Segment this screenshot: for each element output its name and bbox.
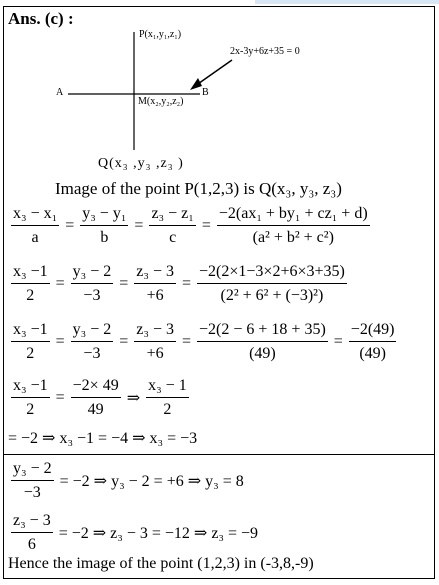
equation-general-formula [8,205,373,247]
fraction [349,321,397,363]
point-b-label: B [202,87,209,98]
denominator: 2 [163,401,172,418]
fraction [11,460,54,502]
numerator: x₃ − x₁ [11,205,59,226]
numerator: y₃ − 2 [71,321,114,342]
geometry-diagram [50,24,340,174]
point-p-label: P(x₁,y₁,z₁) [139,29,182,40]
equals-sign: = [201,217,211,234]
equation-simplified [8,321,399,363]
equals-sign: = [55,333,65,350]
fraction [11,377,50,419]
denominator: −3 [83,345,101,362]
fraction [11,321,50,363]
fraction [11,205,59,247]
equation-y-solution [8,460,247,502]
numerator: x₃ −1 [11,263,50,284]
equation-z-solution [8,512,261,554]
numerator: y₃ − y₁ [80,205,128,226]
fraction [71,377,121,419]
fraction [146,377,189,419]
fraction [11,263,50,305]
numerator: −2(2×1−3×2+6×3+35) [197,263,347,284]
answer-label: Ans. (c) : [8,9,74,28]
numerator: x₃ − 1 [146,377,189,398]
numerator: z₃ − z₁ [149,205,195,226]
equals-sign: = [134,217,144,234]
problem-intro: Image of the point P(1,2,3) is Q(x₃, y₃, z₃) [55,179,342,198]
equals-sign: = [55,389,65,406]
fraction [217,205,370,247]
fraction [134,263,176,305]
equals-sign: = [119,275,129,292]
denominator: 49 [87,401,104,418]
denominator: −3 [83,287,101,304]
denominator: (2² + 6² + (−3)²) [220,287,324,304]
conclusion-text: Hence the image of the point (1,2,3) in (-3,8,-9) [8,555,314,572]
numerator: −2(2 − 6 + 18 + 35) [197,321,328,342]
pointer-arrow-line [195,60,232,86]
equals-sign: = [55,275,65,292]
numerator: −2(ax₁ + by₁ + cz₁ + d) [217,205,370,226]
z-solution-rest: = −2 ⇒ z₃ − 3 = −12 ⇒ z₃ = −9 [58,525,259,542]
denominator: (a² + b² + c²) [252,229,334,246]
implies-arrow: ⇒ [126,390,141,407]
y-solution-rest: = −2 ⇒ y₃ − 2 = +6 ⇒ y₃ = 8 [59,473,244,490]
denominator: b [100,229,109,246]
equation-substituted [8,263,350,305]
numerator: z₃ − 3 [134,321,176,342]
denominator: +6 [146,345,164,362]
equals-sign: = [119,333,129,350]
denominator: 6 [27,536,36,553]
numerator: z₃ − 3 [134,263,176,284]
fraction [134,321,176,363]
numerator: x₃ −1 [11,377,50,398]
equals-sign: = [333,333,343,350]
fraction [197,321,328,363]
fraction [149,205,195,247]
equation-x-fraction [8,377,192,419]
denominator: 2 [26,287,35,304]
numerator: −2× 49 [71,377,121,398]
fraction [11,512,53,554]
equals-sign: = [181,275,192,292]
denominator: (49) [359,345,386,362]
top-accent-bar [255,0,439,4]
denominator: c [169,229,177,246]
denominator: (49) [249,345,276,362]
numerator: −2(49) [349,321,397,342]
point-a-label: A [56,87,64,98]
denominator: +6 [146,287,164,304]
equals-sign: = [181,333,192,350]
denominator: 2 [26,401,35,418]
numerator: z₃ − 3 [11,512,53,533]
fraction [71,321,114,363]
fraction [80,205,128,247]
numerator: x₃ −1 [11,321,50,342]
equals-sign: = [65,217,75,234]
numerator: y₃ − 2 [71,263,114,284]
numerator: y₃ − 2 [11,460,54,481]
fraction [71,263,114,305]
fraction [197,263,347,305]
point-m-label: M(x₂,y₂,z₂) [138,96,184,107]
point-q-label: Q(x₃ ,y₃ ,z₃ ) [98,156,184,171]
x-solution-line: = −2 ⇒ x₃ −1 = −4 ⇒ x₃ = −3 [8,430,198,447]
denominator: −3 [23,484,41,501]
denominator: 2 [26,345,35,362]
pointer-arrow-head [190,78,202,90]
denominator: a [31,229,39,246]
plane-equation-label: 2x-3y+6z+35 = 0 [230,46,300,57]
